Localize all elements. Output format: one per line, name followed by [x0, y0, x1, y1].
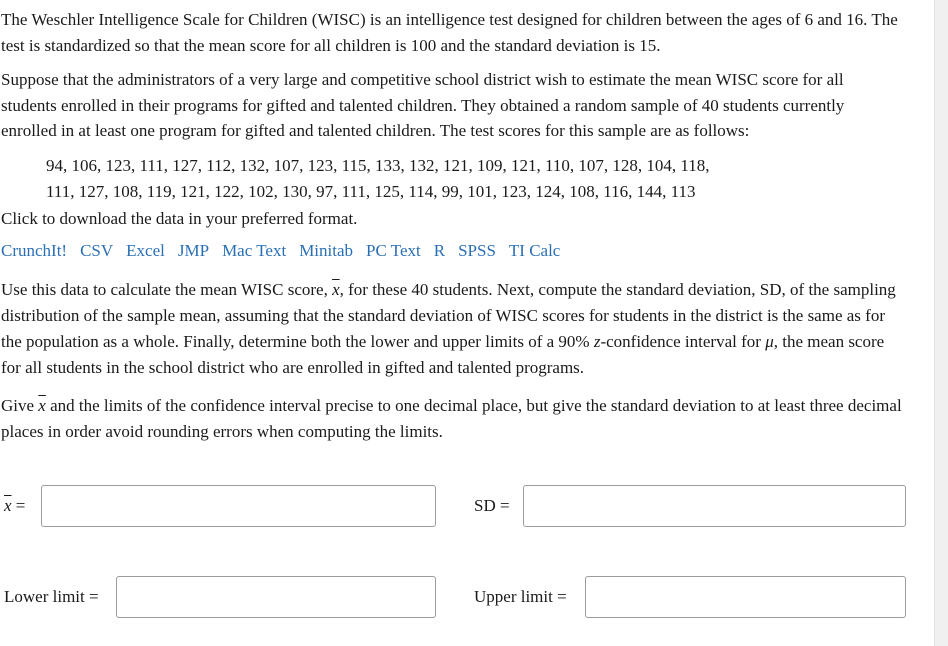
upper-limit-input[interactable]: [585, 576, 906, 618]
download-link-pc-text[interactable]: PC Text: [366, 241, 421, 260]
scenario-paragraph: Suppose that the administrators of a very large and competitive school district wish to estimate the mean WISC score for all students enrolled in their programs for gifted and talented children. They obtained a random sample of 40 students currently enrolled in at least one program for gifted and talented children. The test scores for this sample are as follows:: [1, 70, 845, 140]
xbar-label: $\overline{x}$ =: [4, 496, 26, 515]
sd-input[interactable]: [523, 485, 906, 527]
download-link-csv[interactable]: CSV: [80, 241, 114, 260]
download-prompt: Click to download the data in your preferred format.: [1, 209, 358, 228]
mu-symbol: μ: [765, 332, 774, 351]
lower-limit-label: Lower limit =: [4, 587, 99, 606]
z-symbol: z: [593, 332, 601, 351]
intro-paragraph: The Weschler Intelligence Scale for Children (WISC) is an intelligence test designed for children between the ages of 6 and 16. The test is standardized so that the mean score for all children is 100 and the standard deviation is 15.: [1, 10, 898, 55]
upper-limit-label: Upper limit =: [474, 587, 567, 606]
xbar-symbol: $\overline{x}$: [332, 280, 340, 299]
download-link-spss[interactable]: SPSS: [458, 241, 496, 260]
data-values: [46, 153, 896, 205]
download-link-crunchit[interactable]: CrunchIt!: [1, 241, 68, 260]
download-link-r[interactable]: R: [433, 241, 446, 260]
download-links: [1, 241, 573, 261]
download-link-mac-text[interactable]: Mac Text: [222, 241, 287, 260]
data-line: 94, 106, 123, 111, 127, 112, 132, 107, 123, 115, 133, 132, 121, 109, 121, 110, 107, 128, 104, 118,: [46, 156, 710, 175]
xbar-input[interactable]: [41, 485, 436, 527]
xbar-symbol: $\overline{x}$: [38, 396, 46, 415]
sd-label: SD =: [474, 496, 510, 515]
download-link-excel[interactable]: Excel: [126, 241, 165, 260]
vertical-scrollbar[interactable]: [934, 0, 948, 646]
download-link-jmp[interactable]: JMP: [177, 241, 210, 260]
instructions-paragraph: Use this data to calculate the mean WISC score, $\overline{x}$, for these 40 students. Next, compute the standard deviation, SD, of the sampling distribution of the sample mean, assuming that the standard deviation of WISC scores for students in the district is the same as for the population as a whole. Finally, determine both the lower and upper limits of a 90% z-confidence interval for μ, the mean score for all students in the school district who are enrolled in gifted and talented programs.: [1, 280, 896, 377]
download-link-ti-calc[interactable]: TI Calc: [508, 241, 561, 260]
lower-limit-input[interactable]: [116, 576, 436, 618]
data-line: 111, 127, 108, 119, 121, 122, 102, 130, 97, 111, 125, 114, 99, 101, 123, 124, 108, 116, 144, 113: [46, 182, 696, 201]
scrollbar-thumb[interactable]: [938, 4, 946, 634]
precision-note: Give $\overline{x}$ and the limits of the confidence interval precise to one decimal place, but give the standard deviation to at least three decimal places in order avoid rounding errors when computing the limits.: [1, 396, 902, 441]
download-link-minitab[interactable]: Minitab: [299, 241, 354, 260]
